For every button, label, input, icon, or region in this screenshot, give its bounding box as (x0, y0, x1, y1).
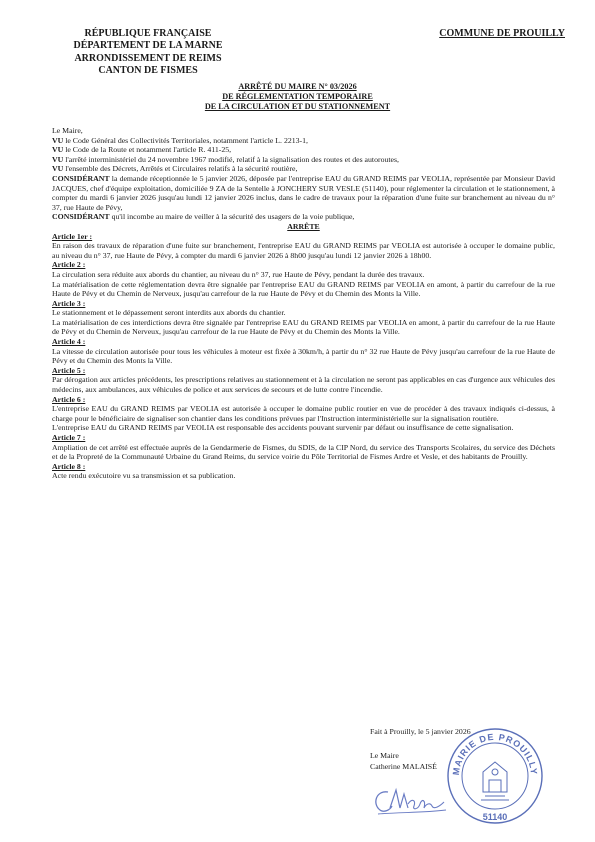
visa-lead: VU (52, 164, 64, 174)
visa-text: le Code Général des Collectivités Territoriales, notamment l'article L. 2213-1, (63, 135, 308, 145)
article-title: Article 7 : (52, 433, 86, 442)
article-paragraph: La matérialisation de ces interdictions devra être signalée par l'entreprise EAU du GRAND REIMS par VEOLIA en amont, à partir du carrefour de la rue Haute de Pévy et du Chemin de Nerveux, jusqu'au carrefour de la rue Haute de Pévy et du Chemin des Monts la Ville. (52, 317, 555, 337)
header-line: ARRONDISSEMENT DE REIMS (74, 52, 222, 64)
header-line: DÉPARTEMENT DE LA MARNE (73, 40, 223, 52)
document-body (52, 126, 555, 481)
signer-name: Catherine MALAISÉ (370, 762, 437, 771)
document-title (0, 82, 595, 112)
visa-text: l'arrêté interministériel du 24 novembre 1967 modifié, relatif à la signalisation des routes et des autoroutes, (63, 154, 399, 164)
article-paragraph: L'entreprise EAU du GRAND REIMS par VEOLIA est autorisée à occuper le domaine public routier en vue de procéder à des travaux indiqués ci-dessus, à charge pour le bénéficiaire de signaliser son chantier dans les conditions prévues par l'Instruction interministérielle sur la signalisation routière. (52, 404, 555, 423)
handwritten-signature (370, 782, 450, 818)
article-title: Article 2 : (52, 260, 86, 270)
visas-list (52, 136, 555, 222)
visa-lead: CONSIDÉRANT (52, 212, 110, 222)
article-title: Article 1er : (52, 231, 93, 241)
article-paragraph: En raison des travaux de réparation d'une fuite sur branchement, l'entreprise EAU du GRAND REIMS par VEOLIA est autorisée à occuper le domaine public, au niveau du n° 37, rue Haute de Pévy, à compter du mardi 6 janvier 2026 à 8h00 jusqu'au lundi 12 janvier 2026 à 18h00. (52, 241, 555, 260)
mairie-stamp (445, 726, 545, 826)
signer-role: Le Maire (370, 751, 399, 760)
article-title: Article 8 : (52, 461, 86, 471)
article-paragraph: Acte rendu exécutoire vu sa transmission et sa publication. (52, 471, 236, 481)
stamp-emblem (481, 762, 509, 800)
place-date: Fait à Prouilly, le 5 janvier 2026 (370, 727, 471, 736)
visa-text: la demande réceptionnée le 5 janvier 2026, déposée par l'entreprise EAU du GRAND REIMS par VEOLIA, représentée par Monsieur David JACQUES, chef d'équipe exploitation, domiciliée 9 ZA de la Sentelle à JONCHERY SUR VESLE (51140), pour réglementer la circulation et le stationnement, à compter du mardi 6 janvier 2026 jusqu'au lundi 12 janvier 2026 inclus, dans le cadre de travaux pour la réparation d'une fuite sur branchement au niveau du n° 37, rue Haute de Pévy, (52, 173, 555, 212)
visa-lead: CONSIDÉRANT (52, 173, 110, 183)
article-paragraph: La vitesse de circulation autorisée pour tous les véhicules à moteur est fixée à 30km/h, à partir du n° 32 rue Haute de Pévy jusqu'au carrefour de la rue Haute de Pévy et du Chemin des Monts la Ville. (52, 346, 555, 366)
articles-list (52, 232, 555, 481)
visa-line (52, 145, 555, 155)
visa-text: l'ensemble des Décrets, Arrêtés et Circulaires relatifs à la sécurité routière, (63, 164, 298, 174)
visa-line (52, 212, 555, 222)
title-line: DE RÉGLEMENTATION TEMPORAIRE (222, 92, 373, 101)
intro-line: Le Maire, (52, 126, 83, 135)
visa-line (52, 164, 555, 174)
visa-text: qu'il incombe au maire de veiller à la sécurité des usagers de la voie publique, (109, 212, 355, 222)
article-paragraph: L'entreprise EAU du GRAND REIMS par VEOLIA est responsable des accidents pouvant survenir par défaut ou insuffisance de cette signalisation. (52, 423, 514, 433)
stamp-postcode: 51140 (482, 812, 508, 822)
visa-line (52, 155, 555, 165)
article-title: Article 5 : (52, 365, 86, 375)
commune-name: COMMUNE DE PROUILLY (439, 28, 565, 39)
visa-line (52, 136, 555, 146)
visa-lead: VU (52, 154, 64, 164)
title-line: DE LA CIRCULATION ET DU STATIONNEMENT (204, 102, 391, 111)
article-paragraph: Par dérogation aux articles précédents, les prescriptions relatives au stationnement et à la circulation ne seront pas applicables en cas d'urgence aux véhicules des médecins, aux ambulances, aux véhicules de police et aux services de secours et de lutte contre l'incendie. (52, 375, 555, 395)
administrative-header (48, 28, 248, 78)
header-line: CANTON DE FISMES (98, 65, 198, 77)
visa-lead: VU (52, 135, 64, 145)
article-paragraph: Ampliation de cet arrêté est effectuée auprès de la Gendarmerie de Fismes, du SDIS, de la CIP Nord, du service des Transports Scolaires, du service des Déchets et de la Propreté de la Communauté Urbaine du Grand Reims, du service voirie du Pôle Territorial de Fismes Ardre et Vesle, et des habitants de Prouilly. (52, 442, 555, 462)
visa-lead: VU (52, 145, 64, 155)
visa-line (52, 174, 555, 212)
article-paragraph: Le stationnement et le dépassement seront interdits aux abords du chantier. (52, 308, 286, 318)
article-paragraph: La matérialisation de cette réglementation devra être signalée par l'entreprise EAU du GRAND REIMS par VEOLIA en amont, à partir du carrefour de la rue Haute de Pévy et du Chemin de Nerveux, jusqu'au carrefour de la rue Haute de Pévy et du Chemin des Monts la Ville. (52, 279, 555, 299)
visa-text: le Code de la Route et notamment l'article R. 411-25, (63, 145, 232, 155)
stamp-ring-text: MAIRIE DE PROUILLY (450, 731, 540, 776)
article-title: Article 3 : (52, 298, 86, 308)
header-line: RÉPUBLIQUE FRANÇAISE (84, 28, 212, 39)
article-title: Article 4 : (52, 337, 86, 347)
arrete-heading: ARRÊTE (287, 221, 320, 231)
article-paragraph: La circulation sera réduite aux abords du chantier, au niveau du n° 37, rue Haute de Pévy, pendant la durée des travaux. (52, 269, 425, 279)
article-title: Article 6 : (52, 394, 86, 404)
title-line: ARRÊTÉ DU MAIRE N° 03/2026 (238, 82, 357, 91)
